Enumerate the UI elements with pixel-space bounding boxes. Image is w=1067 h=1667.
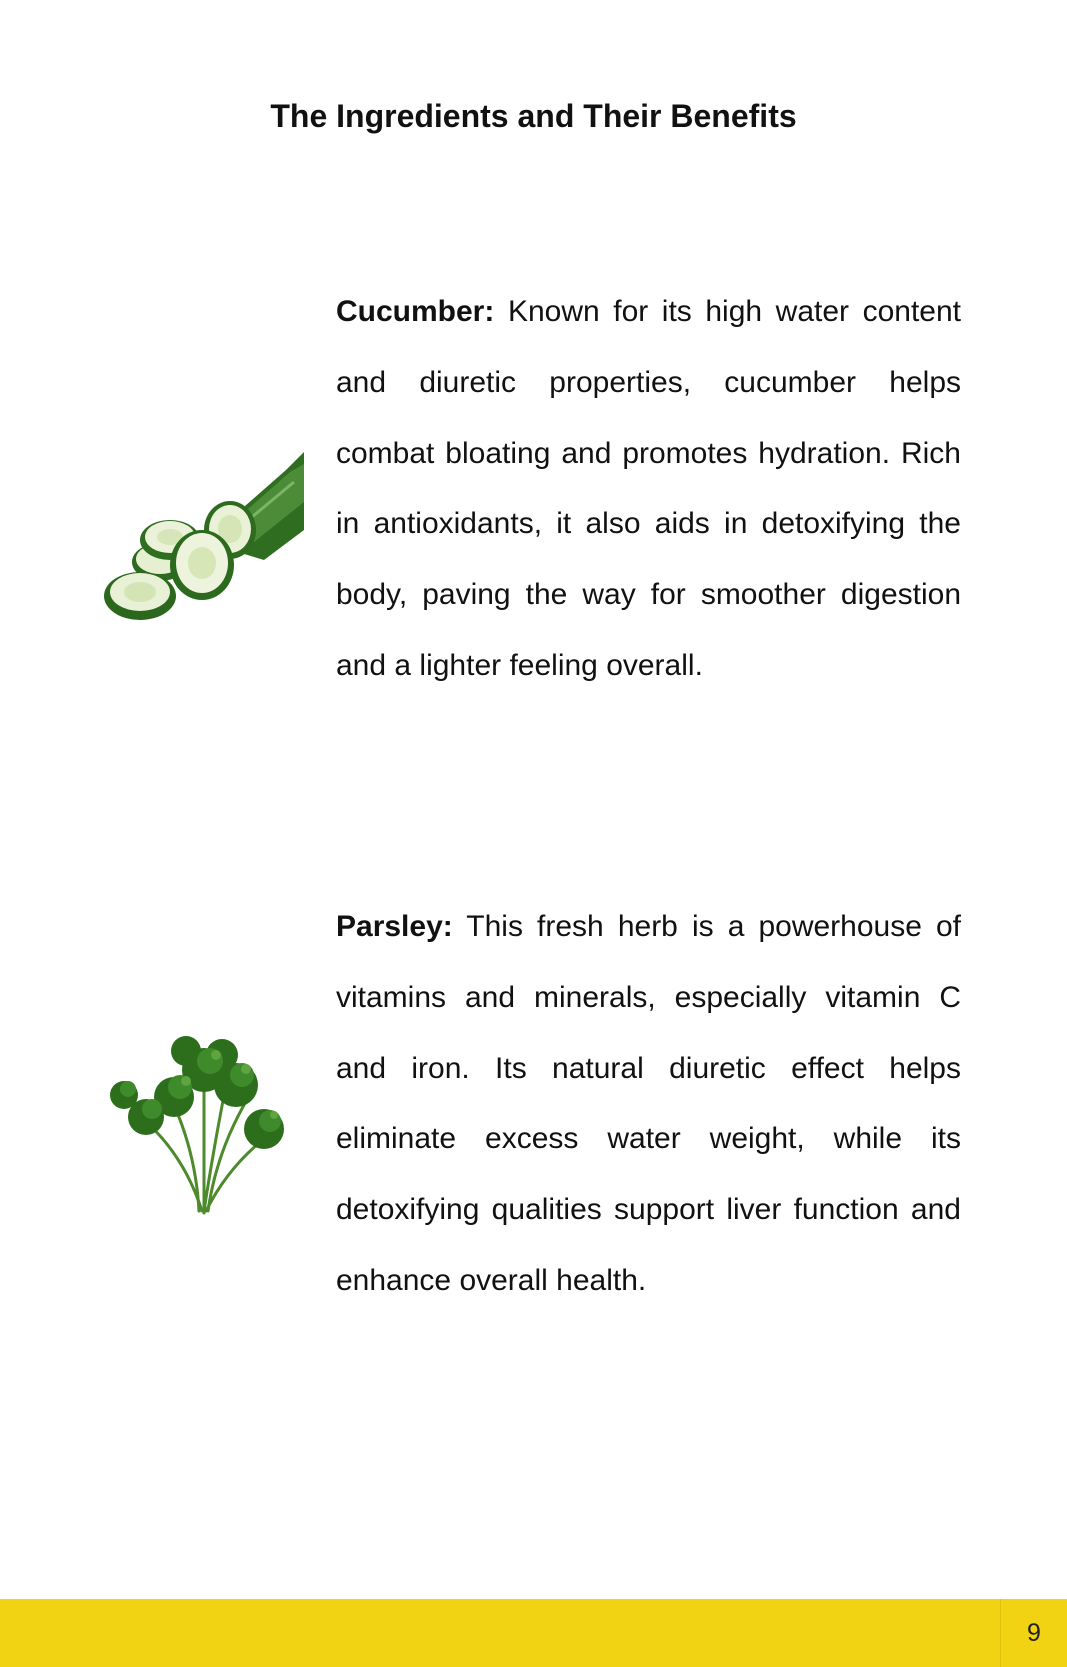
- parsley-bunch-illustration: [104, 1025, 304, 1221]
- parsley-term: Parsley:: [336, 910, 453, 943]
- parsley-description: [336, 892, 961, 1317]
- cucumber-slices-illustration: [104, 442, 304, 622]
- page-title: The Ingredients and Their Benefits: [270, 98, 797, 134]
- cucumber-term: Cucumber:: [336, 295, 495, 328]
- footer-band: [0, 1599, 1067, 1667]
- parsley-text: This fresh herb is a powerhouse of vitamins and minerals, especially vitamin C and iron. Its natural diuretic effect helps eliminate excess water weight, while its detoxifying qualities support liver function and enhance overall health.: [336, 910, 961, 1297]
- cucumber-description: [336, 277, 961, 702]
- cucumber-text: Known for its high water content and diuretic properties, cucumber helps combat bloating and promotes hydration. Rich in antioxidants, it also aids in detoxifying the body, paving the way for smoother digestion and a lighter feeling overall.: [336, 295, 961, 682]
- page-number: 9: [1000, 1599, 1067, 1667]
